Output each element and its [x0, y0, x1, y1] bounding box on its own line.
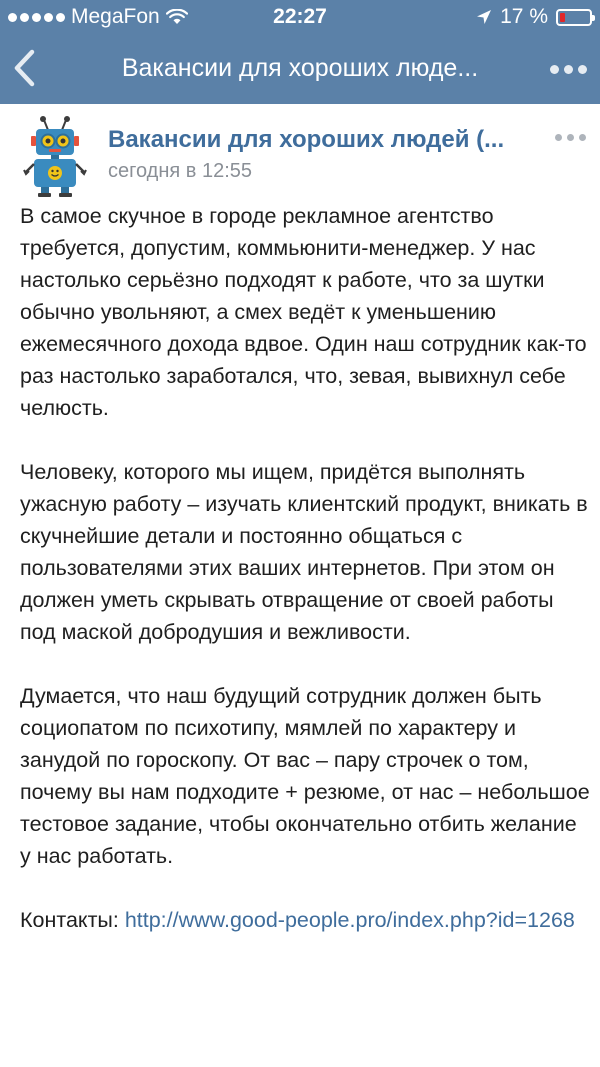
post-text	[20, 200, 590, 968]
page-title: Вакансии для хороших люде...	[121, 54, 479, 82]
battery-percent: 17 %	[500, 5, 548, 28]
robot-icon	[22, 116, 88, 198]
post-paragraph: Думается, что наш будущий сотрудник должен быть социопатом по психотипу, мямлей по характеру и занудой по гороскопу. От вас – пару строчек о том, почему вы нам подходите + резюме, от нас – небольшое тестовое задание, чтобы окончательно отбить желание у нас работать.	[20, 684, 590, 868]
back-button[interactable]	[6, 46, 46, 90]
status-bar	[0, 0, 600, 36]
carrier-name: MegaFon	[71, 5, 160, 28]
contacts-line	[20, 904, 590, 936]
status-right	[476, 5, 592, 29]
post-paragraph: Человеку, которого мы ищем, придётся выполнять ужасную работу – изучать клиентский продукт, вникать в скучнейшие детали и постоянно общаться с пользователями этих ваших интернетов. При этом он должен уметь скрывать отвращение от своей работы под маской добродушия и вежливости.	[20, 460, 588, 644]
contacts-link[interactable]: http://www.good-people.pro/index.php?id=1268	[124, 908, 575, 932]
post-header	[0, 104, 600, 204]
contacts-label: Контакты:	[20, 908, 125, 932]
battery-icon	[556, 9, 592, 26]
app-header	[0, 0, 600, 104]
group-avatar[interactable]	[22, 116, 88, 198]
post-options-button[interactable]	[555, 134, 586, 141]
post-paragraph: В самое скучное в городе рекламное агентство требуется, допустим, коммьюнити-менеджер. У нас настолько серьёзно подходят к работе, что за шутки обычно увольняют, а смех ведёт к уменьшению ежемесячного дохода вдвое. Один наш сотрудник как-то раз настолько заработался, что, зевая, вывихнул себе челюсть.	[20, 204, 587, 420]
nav-bar	[0, 36, 600, 104]
more-horizontal-icon	[550, 65, 559, 74]
more-options-button[interactable]	[546, 54, 590, 84]
more-horizontal-icon	[555, 134, 562, 141]
post-timestamp: сегодня в 12:55	[108, 160, 252, 182]
status-time: 22:27	[273, 5, 327, 28]
group-name-link[interactable]: Вакансии для хороших людей (...	[108, 126, 505, 153]
battery-level-fill	[560, 13, 565, 22]
location-arrow-icon	[476, 9, 492, 25]
chevron-left-icon	[6, 46, 46, 90]
